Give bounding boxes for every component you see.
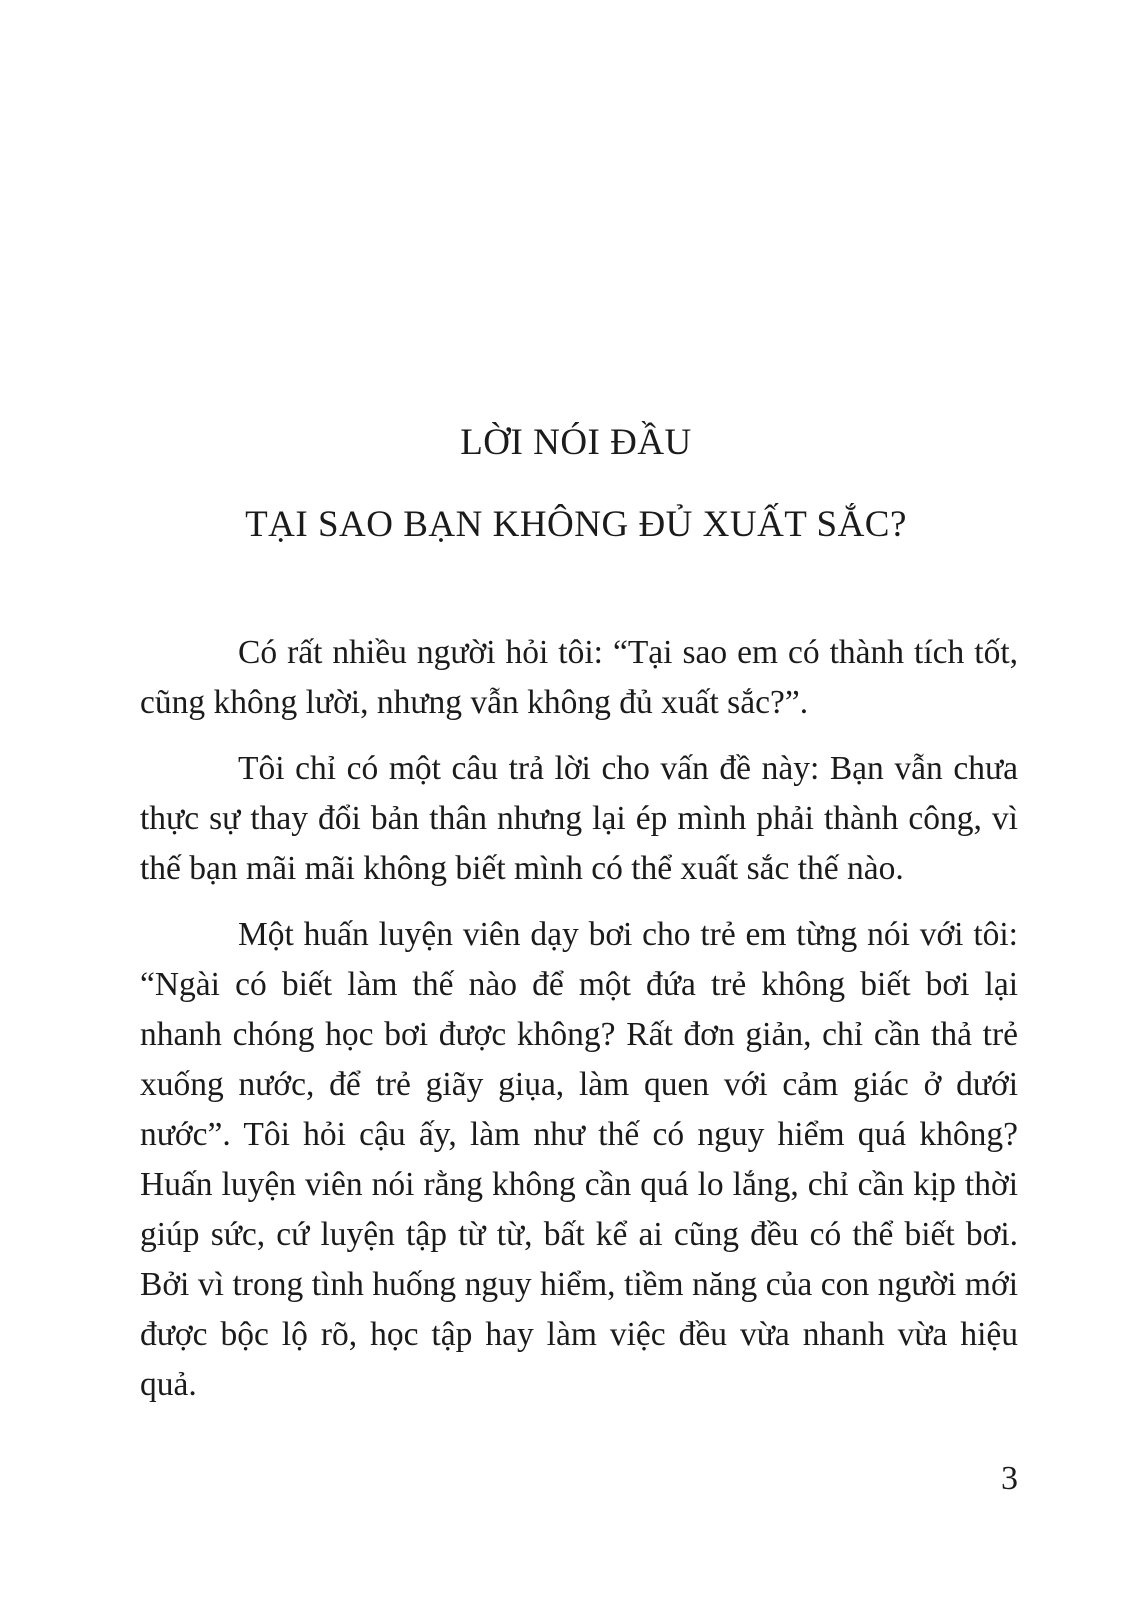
chapter-heading [136, 424, 1016, 543]
chapter-title: LỜI NÓI ĐẦU [460, 422, 692, 463]
body-text [140, 628, 1018, 1426]
paragraph: Có rất nhiều người hỏi tôi: “Tại sao em có thành tích tốt, cũng không lười, nhưng vẫn không đủ xuất sắc?”. [140, 634, 1018, 721]
chapter-subtitle: TẠI SAO BẠN KHÔNG ĐỦ XUẤT SẮC? [245, 504, 907, 545]
paragraph: Tôi chỉ có một câu trả lời cho vấn đề này: Bạn vẫn chưa thực sự thay đổi bản thân nhưng lại ép mình phải thành công, vì thế bạn mãi mãi không biết mình có thể xuất sắc thế nào. [140, 750, 1018, 887]
paragraph: Một huấn luyện viên dạy bơi cho trẻ em từng nói với tôi: “Ngài có biết làm thế nào để một đứa trẻ không biết bơi lại nhanh chóng học bơi được không? Rất đơn giản, chỉ cần thả trẻ xuống nước, để trẻ giãy giụa, làm quen với cảm giác ở dưới nước”. Tôi hỏi cậu ấy, làm như thế có nguy hiểm quá không? Huấn luyện viên nói rằng không cần quá lo lắng, chỉ cần kịp thời giúp sức, cứ luyện tập từ từ, bất kể ai cũng đều có thể biết bơi. Bởi vì trong tình huống nguy hiểm, tiềm năng của con người mới được bộc lộ rõ, học tập hay làm việc đều vừa nhanh vừa hiệu quả. [140, 916, 1018, 1403]
page-number: 3 [1001, 1460, 1018, 1497]
